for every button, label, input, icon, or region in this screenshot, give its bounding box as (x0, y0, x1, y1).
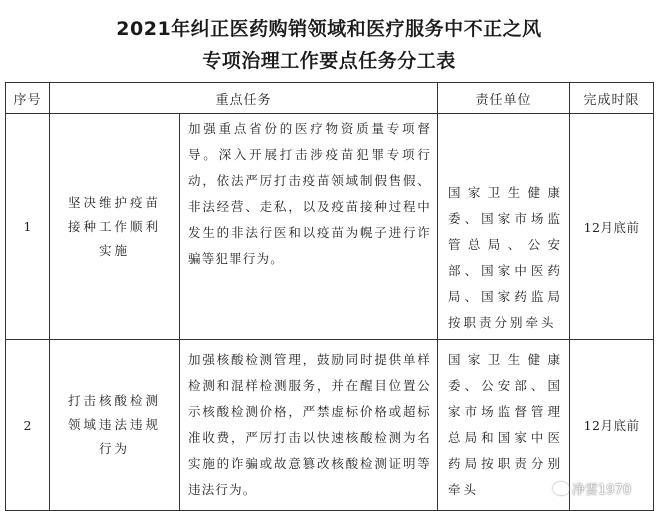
header-no: 序号 (6, 83, 50, 114)
watermark-text: 净雲1970 (572, 483, 632, 498)
weibo-watermark (553, 479, 631, 498)
task-name: 打击核酸检测领域违法违规行为 (50, 340, 180, 511)
header-key-task: 重点任务 (50, 83, 438, 114)
header-responsible-unit: 责任单位 (438, 83, 570, 114)
task-detail: 加强重点省份的医疗物资质量专项督导。深入开展打击涉疫苗犯罪专项行动，依法严厉打击疫苗领域制假售假、非法经营、走私，以及疫苗接种过程中发生的非法行医和以疫苗为幌子进行诈骗等犯罪行为。 (180, 114, 438, 340)
task-name: 坚决维护疫苗接种工作顺利实施 (50, 114, 180, 340)
responsible-unit: 国家卫生健康委、国家市场监管总局、公安部、国家中医药局、国家药监局按职责分别牵头 (438, 114, 570, 340)
deadline: 12月底前 (570, 340, 654, 511)
table-header-row (6, 83, 654, 114)
deadline: 12月底前 (570, 114, 654, 340)
task-allocation-table (5, 82, 654, 511)
document-title-line-1: 2021年纠正医药购销领域和医疗服务中不正之风 (116, 18, 542, 40)
row-number: 2 (6, 340, 50, 511)
weibo-logo-icon (553, 482, 569, 495)
task-detail: 加强核酸检测管理，鼓励同时提供单样检测和混样检测服务，并在醒目位置公示核酸检测价格，严禁虚标价格或超标准收费，严厉打击以快速核酸检测为名实施的诈骗或故意篡改核酸检测证明等违法行为。 (180, 340, 438, 511)
document-title-line-2: 专项治理工作要点任务分工表 (202, 50, 456, 72)
table-row (6, 114, 654, 340)
header-deadline: 完成时限 (570, 83, 654, 114)
responsible-unit: 国家卫生健康委、公安部、国家市场监督管理总局和国家中医药局按职责分别牵头 (438, 340, 570, 511)
row-number: 1 (6, 114, 50, 340)
